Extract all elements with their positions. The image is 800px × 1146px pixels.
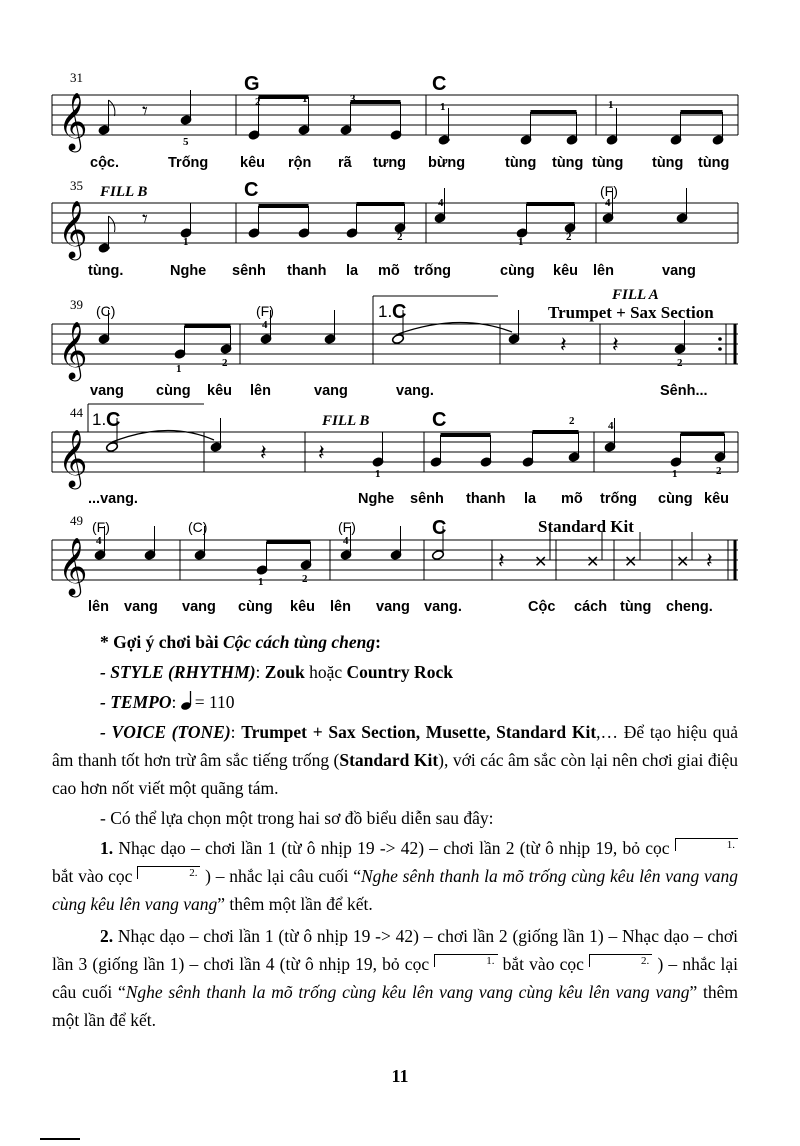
parenthesized-chord: (F) xyxy=(92,519,110,535)
svg-text:2: 2 xyxy=(566,231,572,243)
svg-text:kêu: kêu xyxy=(704,491,729,507)
option-2: 2. Nhạc dạo – chơi lần 1 (từ ô nhịp 19 -> 42) – chơi lần 2 (giống lần 1) – Nhạc dạo – chơi lần 3 (giống lần 1) – chơi lần 4 (từ ô nhịp 19, bỏ cọc 1. bắt vào cọc 2. ) – nhắc lại câu cuối “Nghe sênh thanh la mõ trống cùng kêu lên vang vang cùng kêu lên vang vang” thêm một lần để kết. xyxy=(52,926,739,1030)
page-number: 11 xyxy=(391,1066,409,1086)
section-label: Standard Kit xyxy=(538,517,634,536)
svg-text:4: 4 xyxy=(262,319,268,331)
svg-text:4: 4 xyxy=(605,197,611,209)
treble-clef-icon: 𝄞 xyxy=(58,321,88,379)
svg-text:2: 2 xyxy=(302,573,308,585)
svg-text:𝄽: 𝄽 xyxy=(498,549,505,574)
svg-text:tùng.: tùng. xyxy=(88,263,124,279)
treble-clef-icon: 𝄞 xyxy=(58,537,88,595)
svg-text:cùng: cùng xyxy=(238,599,273,615)
svg-text:Nghe: Nghe xyxy=(170,263,207,279)
svg-text:cùng: cùng xyxy=(156,383,191,399)
fill-label: FILL B xyxy=(322,413,370,429)
svg-text:mõ: mõ xyxy=(561,491,583,507)
svg-text:𝄽: 𝄽 xyxy=(706,549,713,574)
svg-text:vang: vang xyxy=(662,263,696,279)
svg-text:𝄾: 𝄾 xyxy=(142,207,148,232)
svg-text:𝄾: 𝄾 xyxy=(142,99,148,124)
staff-system-5-svg xyxy=(0,440,800,620)
quarter-note-icon xyxy=(181,691,195,711)
chord-label: G xyxy=(244,73,260,95)
svg-text:2: 2 xyxy=(397,231,403,243)
lyrics-line-5 xyxy=(88,599,713,615)
svg-text:2: 2 xyxy=(255,96,261,108)
svg-text:kêu: kêu xyxy=(553,263,578,279)
measure-number: 44 xyxy=(70,405,83,420)
svg-text:4: 4 xyxy=(438,197,444,209)
chord-label: C xyxy=(106,409,121,431)
svg-text:tùng: tùng xyxy=(698,155,730,171)
svg-text:cách: cách xyxy=(574,599,608,615)
footer-rule xyxy=(40,1138,80,1140)
voice-paragraph: - VOICE (TONE): Trumpet + Sax Section, Musette, Standard Kit,… Để tạo hiệu quả âm thanh tốt hơn trừ âm sắc tiếng trống (Standard Kit), với các âm sắc còn lại nên chơi giai điệu cao hơn nốt viết một quãng tám. xyxy=(52,722,738,798)
svg-text:mõ: mõ xyxy=(378,263,400,279)
measure-number: 39 xyxy=(70,297,83,312)
tempo-line: - TEMPO: = 110 xyxy=(100,692,235,712)
style-line: - STYLE (RHYTHM): Zouk hoặc Country Rock xyxy=(100,662,453,682)
svg-text:1: 1 xyxy=(518,236,524,248)
svg-text:vang: vang xyxy=(90,383,124,399)
svg-text:2: 2 xyxy=(716,465,722,477)
svg-text:kêu: kêu xyxy=(207,383,232,399)
svg-text:2: 2 xyxy=(569,415,575,427)
parenthesized-chord: (F) xyxy=(256,303,274,319)
svg-text:Nghe: Nghe xyxy=(358,491,395,507)
svg-text:rã: rã xyxy=(338,155,352,171)
svg-text:Trống: Trống xyxy=(168,155,209,171)
svg-text:4: 4 xyxy=(608,420,614,432)
svg-text:1: 1 xyxy=(375,468,381,480)
svg-text:✕: ✕ xyxy=(676,552,690,571)
svg-text:1: 1 xyxy=(608,99,614,111)
volta-box-2: 2. xyxy=(137,866,200,879)
svg-text:vang: vang xyxy=(182,599,216,615)
svg-text:thanh: thanh xyxy=(287,263,327,279)
svg-text:Cộc: Cộc xyxy=(528,599,556,615)
svg-text:𝄽: 𝄽 xyxy=(260,441,267,466)
svg-text:tưng: tưng xyxy=(373,155,407,171)
svg-text:5: 5 xyxy=(183,136,189,148)
svg-text:tùng: tùng xyxy=(592,155,624,171)
svg-text:la: la xyxy=(346,263,359,279)
svg-text:𝄽: 𝄽 xyxy=(318,441,325,466)
svg-text:lên: lên xyxy=(250,383,271,399)
svg-text:lên: lên xyxy=(593,263,614,279)
svg-text:4: 4 xyxy=(343,535,349,547)
svg-text:1: 1 xyxy=(672,468,678,480)
parenthesized-chord: (F) xyxy=(600,183,618,199)
svg-text:Sênh...: Sênh... xyxy=(660,383,708,399)
svg-text:bừng: bừng xyxy=(428,155,466,171)
chord-label: C xyxy=(244,179,259,201)
svg-text:2: 2 xyxy=(677,357,683,369)
svg-text:3: 3 xyxy=(350,93,356,105)
notes-heading: * Gợi ý chơi bài Cộc cách tùng cheng: xyxy=(100,632,381,652)
volta-box-1: 1. xyxy=(434,954,497,967)
parenthesized-chord: (C) xyxy=(96,303,116,319)
svg-text:trống: trống xyxy=(600,491,638,507)
svg-text:kêu: kêu xyxy=(290,599,315,615)
svg-text:cộc.: cộc. xyxy=(90,155,120,171)
svg-text:vang.: vang. xyxy=(424,599,462,615)
volta-box-1: 1. xyxy=(675,838,738,851)
volta-label: 1. xyxy=(92,410,107,429)
treble-clef-icon: 𝄞 xyxy=(58,92,88,150)
svg-text:4: 4 xyxy=(96,535,102,547)
svg-text:trống: trống xyxy=(414,263,452,279)
svg-text:cùng: cùng xyxy=(658,491,693,507)
svg-text:...vang.: ...vang. xyxy=(88,491,138,507)
svg-text:𝄽: 𝄽 xyxy=(612,333,619,358)
svg-text:tùng: tùng xyxy=(552,155,584,171)
svg-text:thanh: thanh xyxy=(466,491,506,507)
parenthesized-chord: (C) xyxy=(188,519,208,535)
svg-text:1: 1 xyxy=(183,236,189,248)
svg-text:2: 2 xyxy=(222,357,228,369)
svg-text:vang: vang xyxy=(314,383,348,399)
volta-label: 1. xyxy=(378,302,393,321)
svg-text:vang: vang xyxy=(376,599,410,615)
svg-text:lên: lên xyxy=(88,599,109,615)
volta-box-2: 2. xyxy=(589,954,652,967)
svg-text:✕: ✕ xyxy=(534,552,548,571)
svg-text:1: 1 xyxy=(302,93,308,105)
svg-text:✕: ✕ xyxy=(624,552,638,571)
svg-text:1: 1 xyxy=(176,363,182,375)
svg-text:cheng.: cheng. xyxy=(666,599,713,615)
treble-clef-icon: 𝄞 xyxy=(58,429,88,487)
svg-text:1: 1 xyxy=(440,101,446,113)
chord-label: C xyxy=(392,301,407,323)
svg-text:sênh: sênh xyxy=(410,491,444,507)
svg-text:tùng: tùng xyxy=(620,599,652,615)
svg-text:𝄽: 𝄽 xyxy=(560,333,567,358)
svg-text:✕: ✕ xyxy=(586,552,600,571)
svg-text:vang: vang xyxy=(124,599,158,615)
parenthesized-chord: (F) xyxy=(338,519,356,535)
svg-text:rộn: rộn xyxy=(288,155,312,171)
measure-number: 49 xyxy=(70,513,83,528)
svg-text:tùng: tùng xyxy=(505,155,537,171)
chord-label: C xyxy=(432,409,447,431)
svg-text:vang.: vang. xyxy=(396,383,434,399)
fill-label: FILL B xyxy=(100,184,148,200)
measure-number: 31 xyxy=(70,70,83,85)
measure-number: 35 xyxy=(70,178,83,193)
svg-text:lên: lên xyxy=(330,599,351,615)
svg-text:kêu: kêu xyxy=(240,155,265,171)
svg-text:1: 1 xyxy=(258,576,264,588)
svg-text:cùng: cùng xyxy=(500,263,535,279)
svg-text:tùng: tùng xyxy=(652,155,684,171)
choice-line: - Có thể lựa chọn một trong hai sơ đồ biểu diễn sau đây: xyxy=(100,808,494,828)
section-label: Trumpet + Sax Section xyxy=(548,303,714,322)
fill-label: FILL A xyxy=(612,287,659,303)
option-1: 1. Nhạc dạo – chơi lần 1 (từ ô nhịp 19 -> 42) – chơi lần 2 (từ ô nhịp 19, bỏ cọc 1. bắt vào cọc 2. ) – nhắc lại câu cuối “Nghe sênh thanh la mõ trống cùng kêu lên vang vang cùng kêu lên vang vang” thêm một lần để kết. xyxy=(52,838,738,914)
treble-clef-icon: 𝄞 xyxy=(58,200,88,258)
chord-label: C xyxy=(432,517,447,539)
chord-label: C xyxy=(432,73,447,95)
svg-text:sênh: sênh xyxy=(232,263,266,279)
svg-text:la: la xyxy=(524,491,537,507)
